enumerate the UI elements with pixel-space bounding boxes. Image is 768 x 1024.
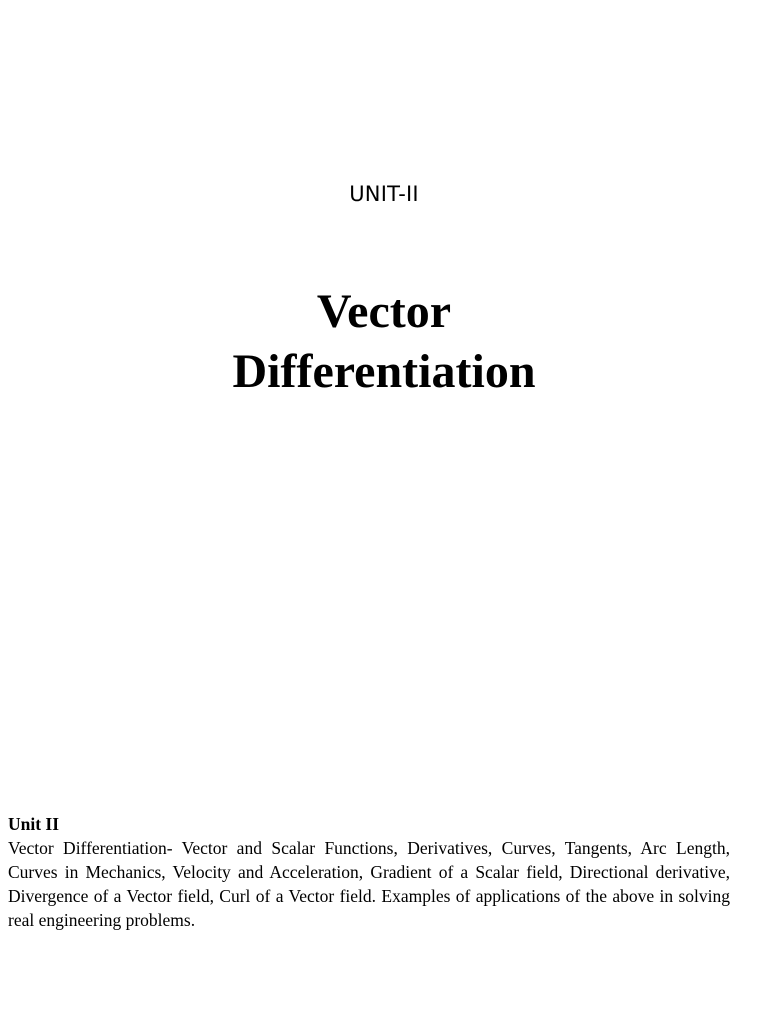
syllabus-heading: Unit II xyxy=(8,814,60,834)
syllabus-body: Vector Differentiation- Vector and Scalar Functions, Derivatives, Curves, Tangents, Arc Length, Curves in Mechanics, Velocity and Acceleration, Gradient of a Scalar field, Directional derivative, Divergence of a Vector field, Curl of a Vector field. Examples of applications of the above in solving real engineering problems. xyxy=(8,838,730,930)
unit-label: UNIT-II xyxy=(349,182,419,206)
syllabus-section xyxy=(8,812,730,932)
title-line-1: Vector xyxy=(316,285,452,338)
title-line-2: Differentiation xyxy=(232,345,536,398)
page-title xyxy=(0,282,768,402)
